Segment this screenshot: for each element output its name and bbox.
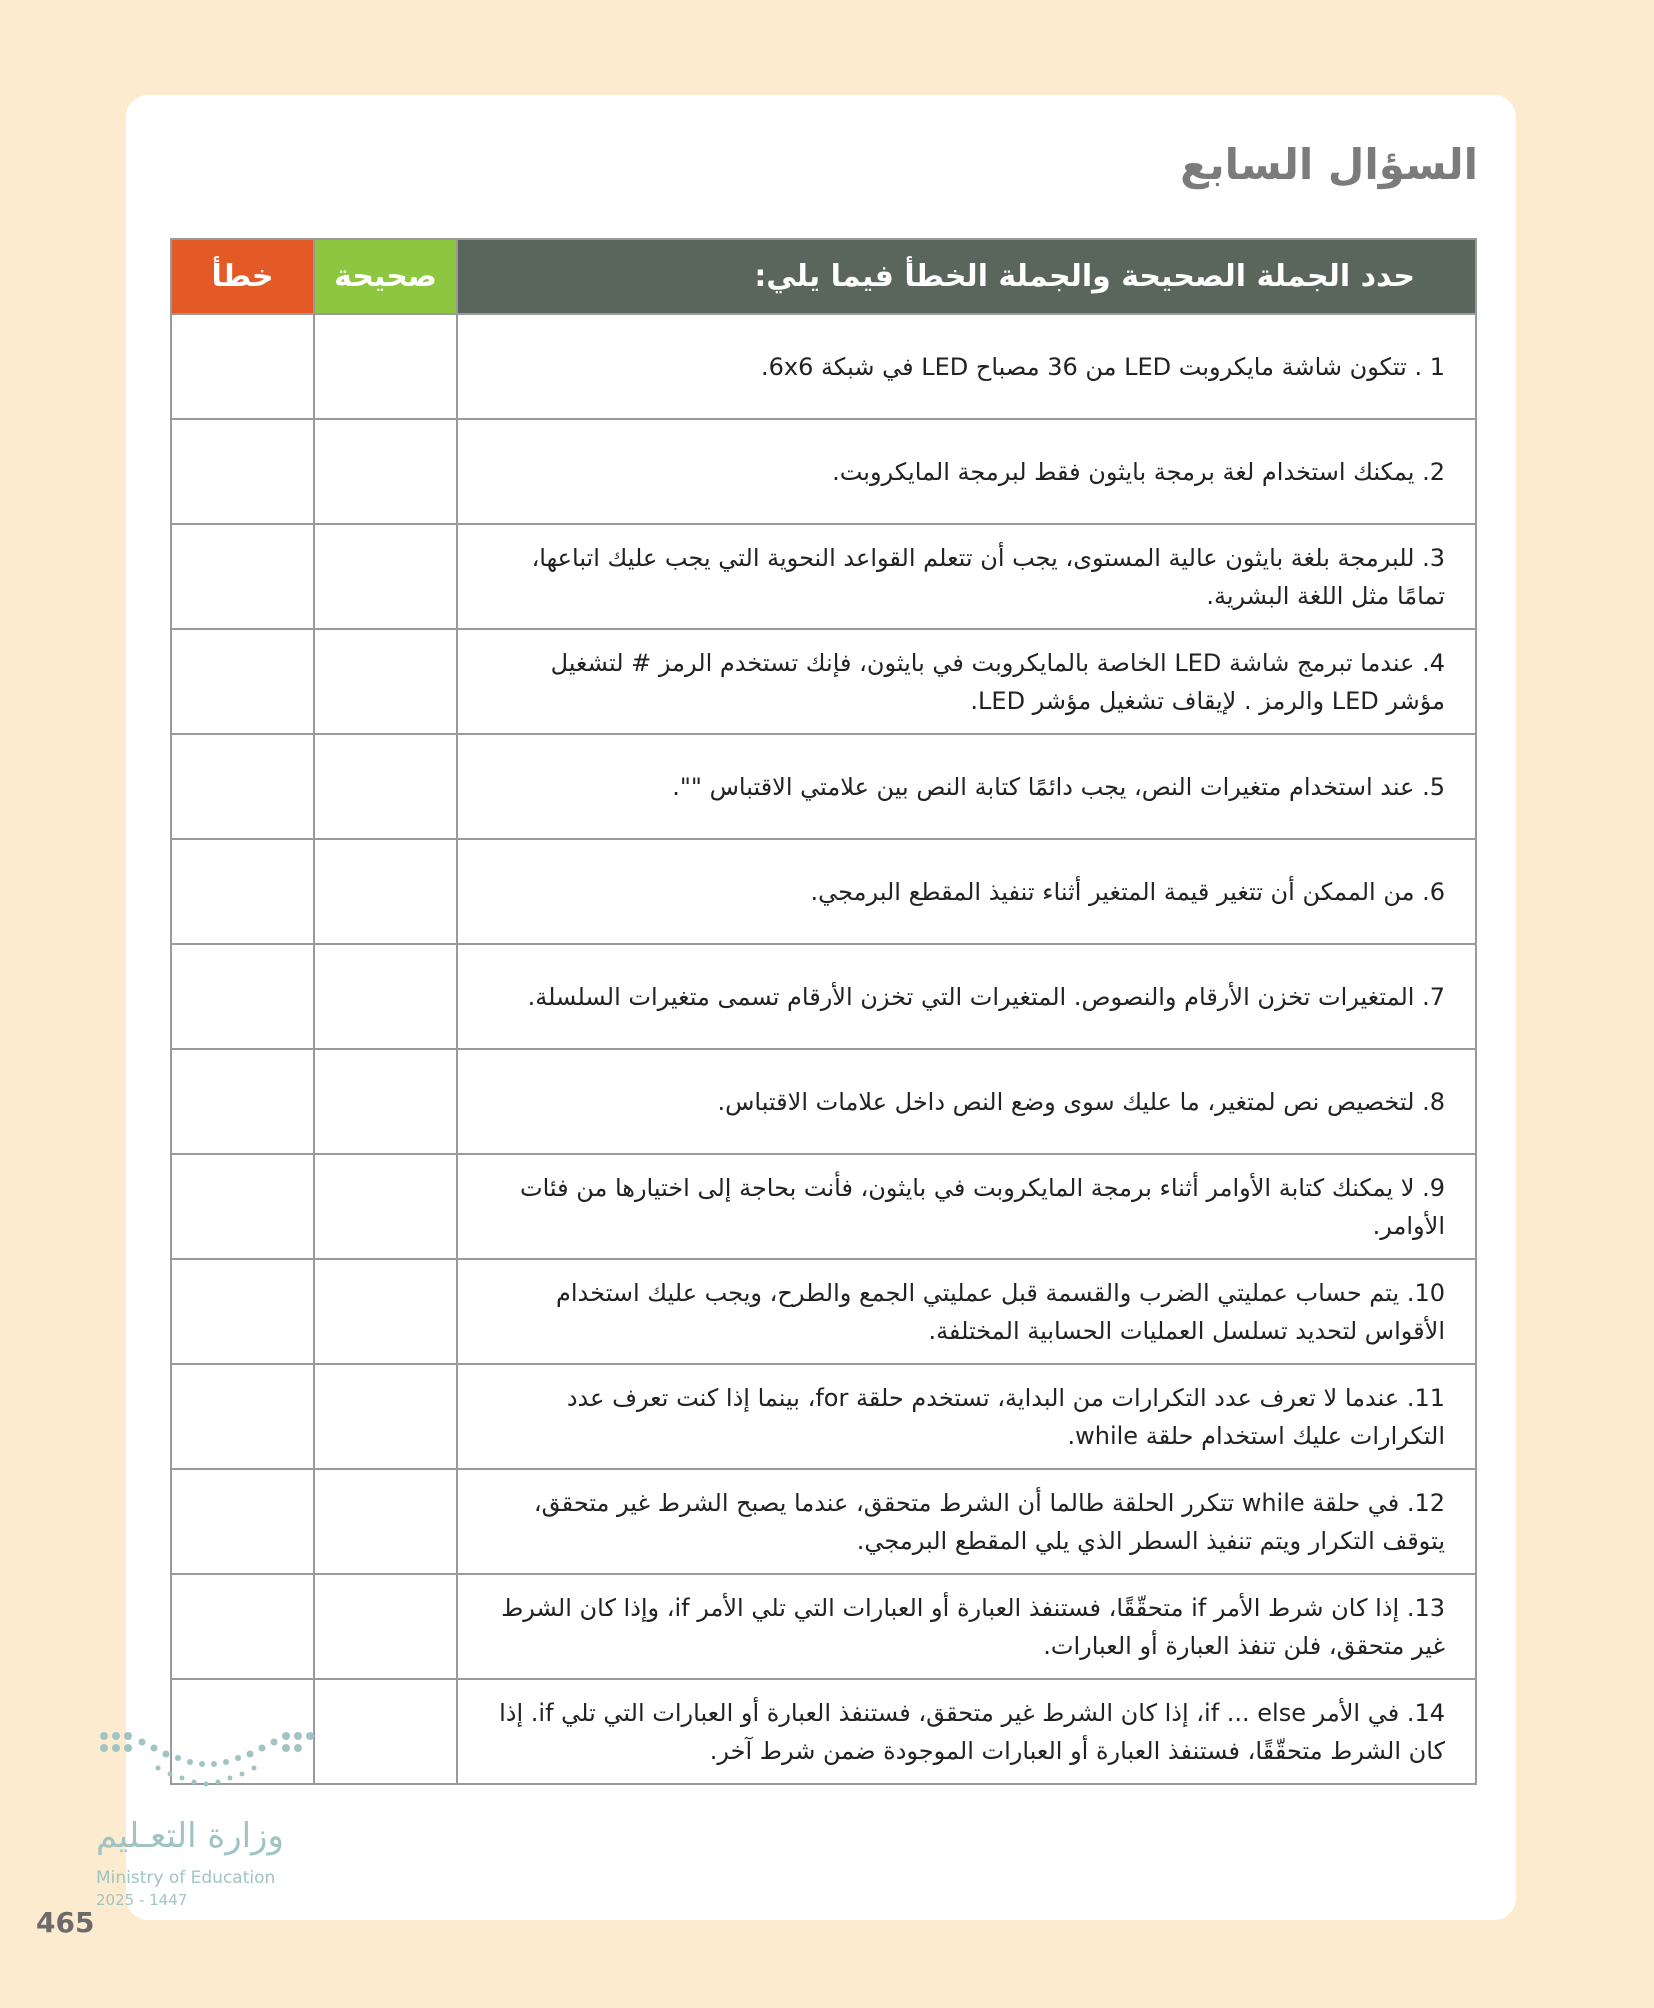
false-answer-box[interactable] [171,1574,314,1679]
logo-years: 2025 - 1447 [96,1891,188,1909]
statement-cell: 9. لا يمكنك كتابة الأوامر أثناء برمجة المايكروبت في بايثون، فأنت بحاجة إلى اختيارها من فئات الأوامر. [457,1154,1476,1259]
statement-cell: 6. من الممكن أن تتغير قيمة المتغير أثناء تنفيذ المقطع البرمجي. [457,839,1476,944]
table-row [171,1154,1476,1259]
true-false-table [170,238,1477,1785]
statement-cell: 13. إذا كان شرط الأمر if متحقّقًا، فستنفذ العبارة أو العبارات التي تلي الأمر if، وإذا كان الشرط غير متحقق، فلن تنفذ العبارة أو العبارات. [457,1574,1476,1679]
false-answer-box[interactable] [171,1259,314,1364]
true-answer-box[interactable] [314,1679,457,1784]
table-row [171,314,1476,419]
statement-cell: 2. يمكنك استخدام لغة برمجة بايثون فقط لبرمجة المايكروبت. [457,419,1476,524]
true-answer-box[interactable] [314,1154,457,1259]
page-number: 465 [36,1906,95,1939]
table-row [171,1259,1476,1364]
statement-cell: 5. عند استخدام متغيرات النص، يجب دائمًا كتابة النص بين علامتي الاقتباس "". [457,734,1476,839]
table-row [171,734,1476,839]
true-answer-box[interactable] [314,629,457,734]
true-answer-box[interactable] [314,839,457,944]
false-answer-box[interactable] [171,839,314,944]
true-answer-box[interactable] [314,524,457,629]
statement-cell: 12. في حلقة while تتكرر الحلقة طالما أن الشرط متحقق، عندما يصبح الشرط غير متحقق، يتوقف التكرار ويتم تنفيذ السطر الذي يلي المقطع البرمجي. [457,1469,1476,1574]
false-answer-box[interactable] [171,1154,314,1259]
false-answer-box[interactable] [171,629,314,734]
table-row [171,629,1476,734]
true-answer-box[interactable] [314,1049,457,1154]
statement-cell: 8. لتخصيص نص لمتغير، ما عليك سوى وضع النص داخل علامات الاقتباس. [457,1049,1476,1154]
header-false: خطأ [171,239,314,314]
true-answer-box[interactable] [314,1364,457,1469]
statement-cell: 14. في الأمر if ... else، إذا كان الشرط غير متحقق، فستنفذ العبارة أو العبارات التي تلي if. إذا كان الشرط متحقّقًا، فستنفذ العبارة أو العبارات الموجودة ضمن شرط آخر. [457,1679,1476,1784]
header-statement: حدد الجملة الصحيحة والجملة الخطأ فيما يلي: [457,239,1476,314]
table-header-row [171,239,1476,314]
logo-english-name: Ministry of Education [96,1868,276,1888]
false-answer-box[interactable] [171,314,314,419]
table-row [171,419,1476,524]
true-answer-box[interactable] [314,734,457,839]
false-answer-box[interactable] [171,419,314,524]
false-answer-box[interactable] [171,1364,314,1469]
false-answer-box[interactable] [171,944,314,1049]
statement-cell: 10. يتم حساب عمليتي الضرب والقسمة قبل عمليتي الجمع والطرح، ويجب عليك استخدام الأقواس لتحديد تسلسل العمليات الحسابية المختلفة. [457,1259,1476,1364]
logo-dots-icon [96,1728,316,1798]
statement-cell: 1 . تتكون شاشة مايكروبت LED من 36 مصباح LED في شبكة 6x6. [457,314,1476,419]
true-answer-box[interactable] [314,1259,457,1364]
table-row [171,839,1476,944]
false-answer-box[interactable] [171,1049,314,1154]
statement-cell: 3. للبرمجة بلغة بايثون عالية المستوى، يجب أن تتعلم القواعد النحوية التي يجب عليك اتباعها، تمامًا مثل اللغة البشرية. [457,524,1476,629]
header-true: صحيحة [314,239,457,314]
statement-cell: 7. المتغيرات تخزن الأرقام والنصوص. المتغيرات التي تخزن الأرقام تسمى متغيرات السلسلة. [457,944,1476,1049]
false-answer-box[interactable] [171,524,314,629]
false-answer-box[interactable] [171,734,314,839]
table-row [171,1364,1476,1469]
ministry-logo [96,1728,316,1928]
true-answer-box[interactable] [314,1469,457,1574]
table-row [171,944,1476,1049]
table-row [171,1049,1476,1154]
table-row [171,524,1476,629]
table-row [171,1574,1476,1679]
statement-cell: 11. عندما لا تعرف عدد التكرارات من البداية، تستخدم حلقة for، بينما إذا كنت تعرف عدد التكرارات عليك استخدام حلقة while. [457,1364,1476,1469]
true-answer-box[interactable] [314,1574,457,1679]
page-title: السؤال السابع [1180,140,1478,189]
true-answer-box[interactable] [314,944,457,1049]
false-answer-box[interactable] [171,1469,314,1574]
true-answer-box[interactable] [314,314,457,419]
table-row [171,1679,1476,1784]
true-answer-box[interactable] [314,419,457,524]
table-row [171,1469,1476,1574]
statement-cell: 4. عندما تبرمج شاشة LED الخاصة بالمايكروبت في بايثون، فإنك تستخدم الرمز # لتشغيل مؤشر LED والرمز . لإيقاف تشغيل مؤشر LED. [457,629,1476,734]
logo-arabic-name: وزارة التعـليم [96,1816,284,1856]
